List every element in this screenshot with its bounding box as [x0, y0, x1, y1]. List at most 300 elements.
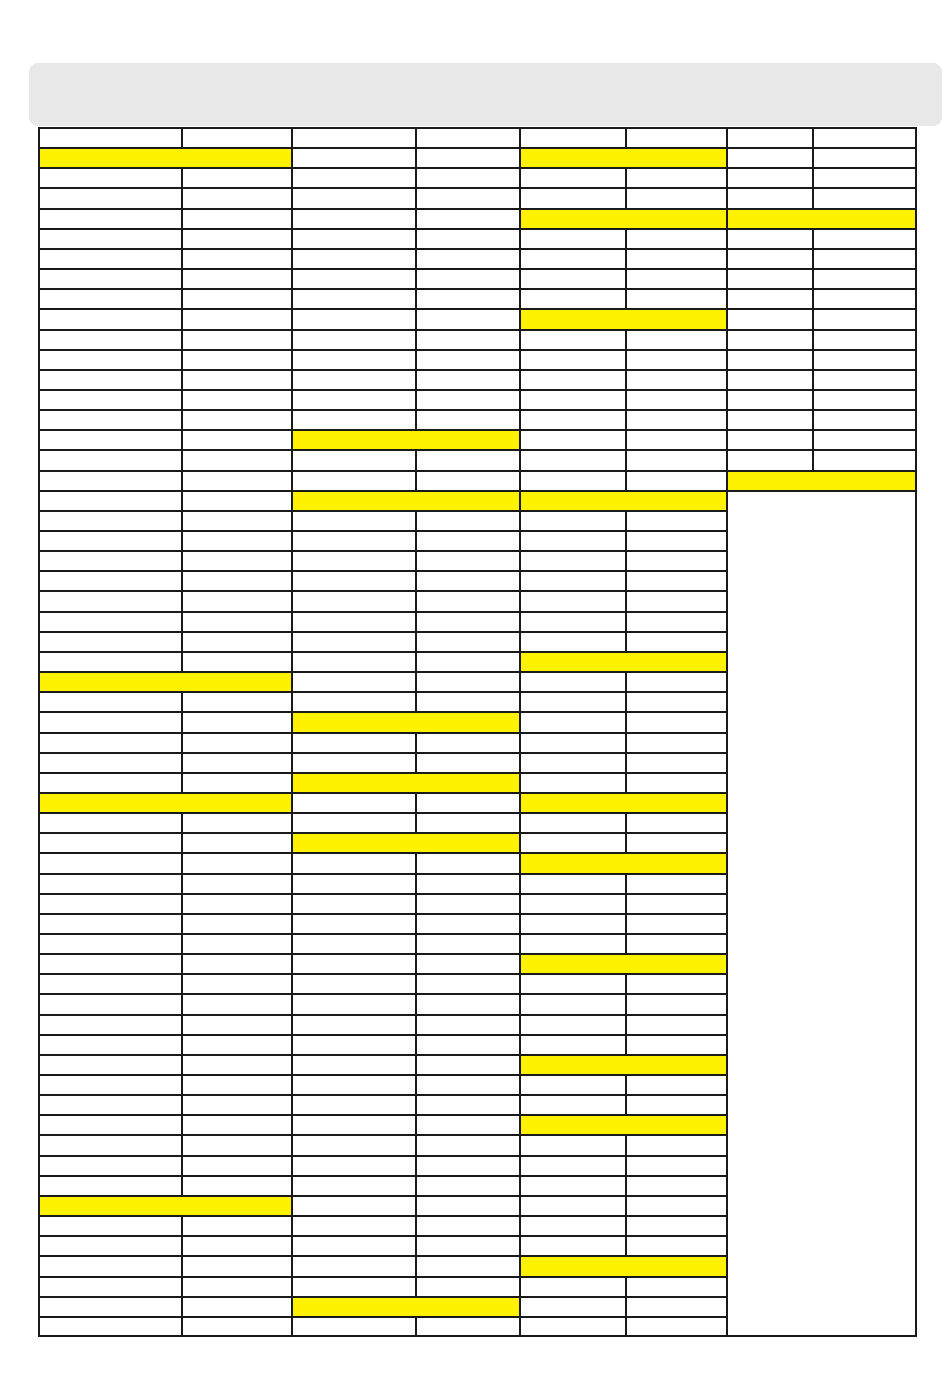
- table-cell: [291, 1094, 415, 1114]
- table-cell: [38, 1255, 181, 1276]
- table-cell: [181, 187, 291, 208]
- table-cell: [38, 268, 181, 288]
- table-cell: [625, 127, 726, 147]
- table-cell: [38, 288, 181, 308]
- highlighted-cell: [38, 1195, 291, 1215]
- table-cell: [38, 429, 181, 449]
- table-cell: [625, 1074, 726, 1094]
- table-cell: [519, 752, 625, 772]
- table-cell: [291, 1054, 415, 1074]
- table-cell: [726, 389, 812, 409]
- table-cell: [291, 550, 415, 570]
- table-cell: [291, 1014, 415, 1034]
- table-cell: [625, 369, 726, 389]
- table-cell: [181, 1155, 291, 1175]
- table-cell: [415, 953, 519, 973]
- table-cell: [415, 329, 519, 349]
- table-cell: [415, 933, 519, 953]
- table-cell: [625, 913, 726, 933]
- table-cell: [291, 993, 415, 1014]
- table-cell: [415, 187, 519, 208]
- table-cell: [291, 1215, 415, 1235]
- table-cell: [181, 429, 291, 449]
- header-bar: [29, 63, 942, 126]
- table-cell: [181, 631, 291, 651]
- table-cell: [625, 530, 726, 550]
- table-cell: [181, 349, 291, 369]
- table-cell: [415, 671, 519, 691]
- table-cell: [291, 268, 415, 288]
- table-cell: [415, 248, 519, 268]
- table-cell: [519, 1296, 625, 1316]
- table-cell: [181, 1074, 291, 1094]
- highlighted-cell: [519, 1054, 726, 1074]
- table-cell: [181, 913, 291, 933]
- table-cell: [415, 752, 519, 772]
- table-cell: [415, 732, 519, 752]
- table-cell: [291, 570, 415, 590]
- table-cell: [519, 228, 625, 248]
- table-cell: [415, 1114, 519, 1134]
- table-cell: [291, 1316, 415, 1336]
- table-cell: [519, 933, 625, 953]
- table-cell: [181, 1175, 291, 1195]
- table-cell: [181, 1134, 291, 1155]
- table-cell: [291, 893, 415, 913]
- table-cell: [726, 349, 812, 369]
- table-cell: [726, 268, 812, 288]
- table-cell: [415, 308, 519, 329]
- table-cell: [38, 1074, 181, 1094]
- table-cell: [181, 1034, 291, 1054]
- table-cell: [38, 369, 181, 389]
- table-cell: [415, 570, 519, 590]
- table-cell: [291, 167, 415, 187]
- table-cell: [181, 268, 291, 288]
- table-cell: [519, 873, 625, 893]
- table-cell: [291, 732, 415, 752]
- table-cell: [291, 1155, 415, 1175]
- table-cell: [38, 732, 181, 752]
- table-cell: [625, 893, 726, 913]
- table-cell: [519, 973, 625, 993]
- table-cell: [38, 167, 181, 187]
- highlighted-cell: [519, 953, 726, 973]
- table-cell: [181, 1014, 291, 1034]
- table-cell: [726, 308, 812, 329]
- table-cell: [181, 470, 291, 490]
- table-cell: [181, 832, 291, 852]
- table-cell: [38, 1014, 181, 1034]
- table-cell: [181, 651, 291, 671]
- table-cell: [38, 1054, 181, 1074]
- table-cell: [415, 1134, 519, 1155]
- table-cell: [625, 409, 726, 429]
- table-cell: [291, 933, 415, 953]
- table-cell: [415, 1034, 519, 1054]
- table-cell: [291, 1034, 415, 1054]
- table-cell: [625, 349, 726, 369]
- highlighted-cell: [38, 792, 291, 812]
- table-cell: [519, 167, 625, 187]
- table-cell: [38, 691, 181, 711]
- table-cell: [291, 1074, 415, 1094]
- table-cell: [519, 550, 625, 570]
- table-cell: [812, 429, 917, 449]
- table-cell: [181, 611, 291, 631]
- table-cell: [38, 933, 181, 953]
- table-cell: [812, 389, 917, 409]
- table-cell: [181, 1316, 291, 1336]
- table-cell: [38, 329, 181, 349]
- table-cell: [625, 933, 726, 953]
- table-cell: [812, 449, 917, 470]
- table-cell: [812, 409, 917, 429]
- table-cell: [625, 288, 726, 308]
- table-cell: [181, 852, 291, 873]
- table-cell: [291, 147, 415, 167]
- table-cell: [726, 288, 812, 308]
- table-cell: [519, 812, 625, 832]
- highlighted-cell: [519, 792, 726, 812]
- table-cell: [415, 792, 519, 812]
- table-cell: [38, 913, 181, 933]
- table-cell: [38, 187, 181, 208]
- table-cell: [181, 510, 291, 530]
- table-cell: [181, 711, 291, 732]
- table-cell: [625, 570, 726, 590]
- blank-side-panel: [726, 490, 917, 1337]
- table-cell: [812, 248, 917, 268]
- table-cell: [38, 570, 181, 590]
- table-cell: [625, 1195, 726, 1215]
- table-cell: [812, 228, 917, 248]
- table-cell: [38, 510, 181, 530]
- table-cell: [38, 631, 181, 651]
- table-cell: [291, 812, 415, 832]
- table-cell: [291, 308, 415, 329]
- table-cell: [181, 732, 291, 752]
- table-cell: [291, 208, 415, 228]
- table-cell: [625, 691, 726, 711]
- table-cell: [726, 369, 812, 389]
- table-cell: [181, 288, 291, 308]
- table-cell: [625, 873, 726, 893]
- table-cell: [38, 1155, 181, 1175]
- table-cell: [519, 671, 625, 691]
- table-cell: [38, 993, 181, 1014]
- table-cell: [625, 671, 726, 691]
- table-cell: [625, 711, 726, 732]
- highlighted-cell: [519, 1114, 726, 1134]
- table-cell: [519, 248, 625, 268]
- highlighted-cell: [519, 308, 726, 329]
- table-cell: [38, 530, 181, 550]
- table-cell: [415, 590, 519, 611]
- table-cell: [181, 550, 291, 570]
- table-cell: [38, 772, 181, 792]
- table-cell: [291, 409, 415, 429]
- table-cell: [181, 1114, 291, 1134]
- table-cell: [415, 449, 519, 470]
- table-cell: [415, 873, 519, 893]
- table-cell: [291, 1175, 415, 1195]
- table-cell: [181, 228, 291, 248]
- table-cell: [38, 550, 181, 570]
- table-cell: [415, 1175, 519, 1195]
- table-cell: [415, 1014, 519, 1034]
- table-cell: [181, 1296, 291, 1316]
- table-cell: [625, 329, 726, 349]
- table-cell: [291, 953, 415, 973]
- table-cell: [415, 470, 519, 490]
- table-cell: [415, 691, 519, 711]
- table-cell: [625, 1316, 726, 1336]
- table-cell: [625, 510, 726, 530]
- table-cell: [291, 590, 415, 611]
- table-cell: [519, 711, 625, 732]
- table-cell: [625, 1276, 726, 1296]
- table-cell: [181, 1235, 291, 1255]
- table-cell: [625, 772, 726, 792]
- table-cell: [291, 1235, 415, 1255]
- table-cell: [291, 913, 415, 933]
- table-cell: [812, 349, 917, 369]
- table-cell: [38, 409, 181, 429]
- highlighted-cell: [291, 1296, 519, 1316]
- table-cell: [415, 1074, 519, 1094]
- table-cell: [291, 691, 415, 711]
- table-cell: [415, 1255, 519, 1276]
- table-cell: [415, 288, 519, 308]
- table-cell: [519, 530, 625, 550]
- table-cell: [519, 590, 625, 611]
- table-cell: [38, 1175, 181, 1195]
- table-cell: [38, 490, 181, 510]
- table-cell: [291, 329, 415, 349]
- table-cell: [625, 752, 726, 772]
- table-cell: [181, 691, 291, 711]
- table-cell: [415, 228, 519, 248]
- table-cell: [415, 409, 519, 429]
- table-cell: [625, 228, 726, 248]
- table-cell: [625, 550, 726, 570]
- table-cell: [519, 1155, 625, 1175]
- table-cell: [291, 349, 415, 369]
- table-cell: [519, 691, 625, 711]
- table-cell: [415, 1316, 519, 1336]
- table-cell: [519, 1094, 625, 1114]
- table-cell: [519, 893, 625, 913]
- table-cell: [291, 510, 415, 530]
- table-cell: [519, 470, 625, 490]
- table-cell: [181, 973, 291, 993]
- table-cell: [38, 208, 181, 228]
- table-cell: [519, 268, 625, 288]
- table-cell: [519, 1195, 625, 1215]
- table-cell: [415, 389, 519, 409]
- table-cell: [625, 1134, 726, 1155]
- table-cell: [181, 590, 291, 611]
- table-cell: [415, 651, 519, 671]
- table-cell: [38, 228, 181, 248]
- highlighted-cell: [726, 470, 917, 490]
- table-cell: [38, 308, 181, 329]
- table-cell: [726, 248, 812, 268]
- table-cell: [415, 631, 519, 651]
- table-cell: [812, 288, 917, 308]
- table-cell: [415, 369, 519, 389]
- table-cell: [625, 1215, 726, 1235]
- table-cell: [181, 570, 291, 590]
- table-cell: [415, 852, 519, 873]
- table-cell: [625, 993, 726, 1014]
- table-cell: [291, 530, 415, 550]
- highlighted-cell: [38, 147, 291, 167]
- table-cell: [181, 449, 291, 470]
- table-cell: [38, 1296, 181, 1316]
- highlighted-cell: [519, 490, 726, 510]
- table-cell: [38, 1235, 181, 1255]
- table-cell: [519, 449, 625, 470]
- table-cell: [181, 329, 291, 349]
- table-cell: [291, 611, 415, 631]
- table-cell: [812, 329, 917, 349]
- highlighted-cell: [519, 147, 726, 167]
- table-cell: [181, 389, 291, 409]
- table-cell: [625, 248, 726, 268]
- table-cell: [181, 893, 291, 913]
- table-cell: [519, 1215, 625, 1235]
- table-cell: [415, 1195, 519, 1215]
- table-cell: [38, 248, 181, 268]
- table-cell: [291, 449, 415, 470]
- table-cell: [291, 288, 415, 308]
- table-cell: [519, 611, 625, 631]
- table-cell: [181, 953, 291, 973]
- table-cell: [519, 187, 625, 208]
- table-cell: [38, 953, 181, 973]
- table-cell: [625, 973, 726, 993]
- table-cell: [519, 732, 625, 752]
- table-cell: [291, 631, 415, 651]
- table-cell: [181, 127, 291, 147]
- highlighted-cell: [519, 208, 726, 228]
- table-cell: [625, 732, 726, 752]
- table-cell: [38, 1034, 181, 1054]
- table-cell: [519, 389, 625, 409]
- table-cell: [291, 389, 415, 409]
- table-cell: [519, 993, 625, 1014]
- table-cell: [625, 590, 726, 611]
- table-cell: [291, 228, 415, 248]
- table-cell: [625, 611, 726, 631]
- table-cell: [291, 1255, 415, 1276]
- table-cell: [415, 1094, 519, 1114]
- table-cell: [181, 167, 291, 187]
- table-cell: [181, 490, 291, 510]
- table-cell: [625, 1094, 726, 1114]
- table-cell: [625, 1155, 726, 1175]
- table-cell: [38, 470, 181, 490]
- highlighted-cell: [291, 832, 519, 852]
- table-cell: [38, 832, 181, 852]
- table-cell: [415, 550, 519, 570]
- table-cell: [291, 127, 415, 147]
- table-cell: [181, 873, 291, 893]
- table-cell: [415, 1276, 519, 1296]
- table-cell: [38, 852, 181, 873]
- table-cell: [519, 288, 625, 308]
- table-cell: [519, 631, 625, 651]
- table-cell: [181, 1255, 291, 1276]
- table-cell: [519, 510, 625, 530]
- table-cell: [812, 127, 917, 147]
- highlighted-cell: [291, 429, 519, 449]
- highlighted-cell: [519, 651, 726, 671]
- table-cell: [181, 933, 291, 953]
- table-cell: [812, 167, 917, 187]
- table-cell: [291, 792, 415, 812]
- highlighted-cell: [291, 772, 519, 792]
- table-cell: [625, 1034, 726, 1054]
- table-cell: [415, 349, 519, 369]
- table-cell: [38, 127, 181, 147]
- table-cell: [726, 147, 812, 167]
- table-cell: [291, 1134, 415, 1155]
- table-cell: [519, 349, 625, 369]
- table-cell: [415, 530, 519, 550]
- table-cell: [181, 1276, 291, 1296]
- table-cell: [519, 429, 625, 449]
- table-cell: [519, 1175, 625, 1195]
- table-cell: [625, 1175, 726, 1195]
- table-cell: [291, 187, 415, 208]
- table-cell: [726, 449, 812, 470]
- table-cell: [181, 409, 291, 429]
- table-cell: [291, 651, 415, 671]
- highlighted-cell: [38, 671, 291, 691]
- table-cell: [181, 1215, 291, 1235]
- table-cell: [625, 167, 726, 187]
- table-cell: [181, 248, 291, 268]
- table-cell: [415, 147, 519, 167]
- table-cell: [291, 1195, 415, 1215]
- table-cell: [415, 1235, 519, 1255]
- table-cell: [625, 470, 726, 490]
- table-cell: [38, 873, 181, 893]
- table-cell: [415, 611, 519, 631]
- table-cell: [812, 147, 917, 167]
- table-cell: [38, 449, 181, 470]
- table-cell: [181, 752, 291, 772]
- table-cell: [519, 913, 625, 933]
- table-cell: [38, 1276, 181, 1296]
- table-cell: [181, 369, 291, 389]
- table-cell: [415, 973, 519, 993]
- table-cell: [726, 429, 812, 449]
- table-cell: [726, 127, 812, 147]
- table-cell: [415, 1215, 519, 1235]
- highlighted-cell: [291, 490, 519, 510]
- table-cell: [812, 369, 917, 389]
- table-cell: [625, 1235, 726, 1255]
- table-cell: [519, 772, 625, 792]
- table-cell: [726, 329, 812, 349]
- table-cell: [38, 1215, 181, 1235]
- table-cell: [181, 772, 291, 792]
- table-cell: [291, 1276, 415, 1296]
